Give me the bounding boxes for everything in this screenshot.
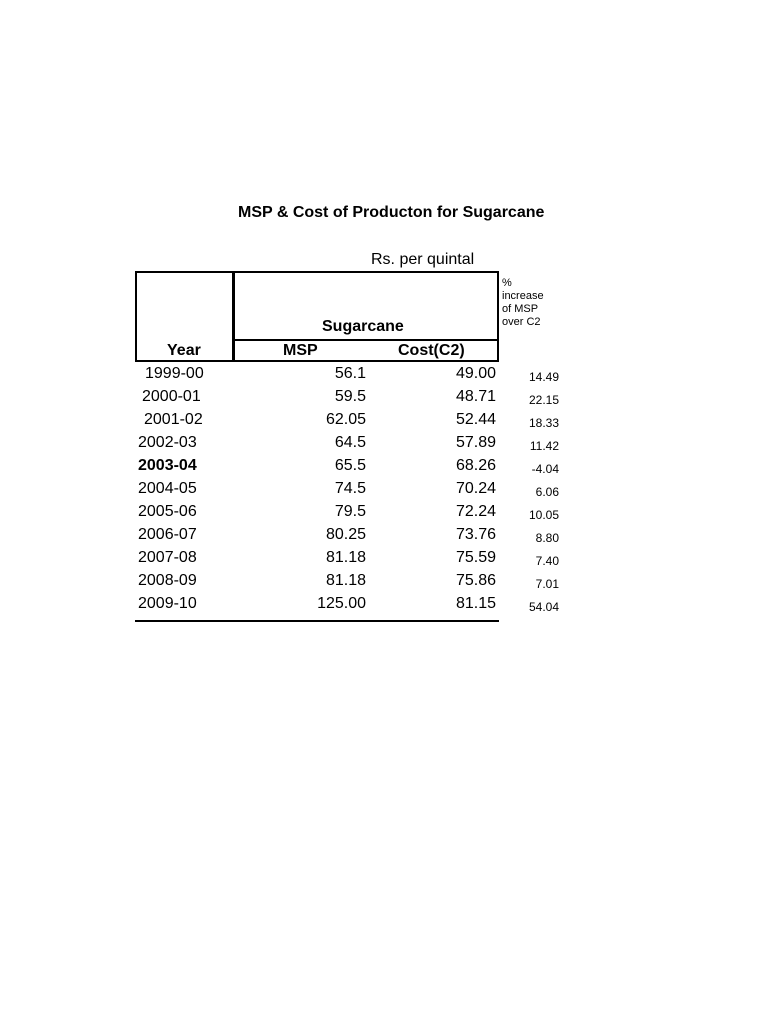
- table-bottom-rule: [135, 620, 499, 622]
- pct-cell: 8.80: [535, 531, 559, 545]
- year-cell: 2001-02: [144, 411, 203, 428]
- pct-cell: 6.06: [535, 485, 559, 499]
- year-cell: 2005-06: [138, 503, 197, 520]
- year-cell: 2006-07: [138, 526, 197, 543]
- cost-cell: 52.44: [455, 411, 496, 428]
- table-row: [0, 455, 768, 478]
- msp-cell: 81.18: [325, 572, 366, 589]
- year-cell: 2004-05: [138, 480, 197, 497]
- pct-header-line: %: [502, 277, 512, 289]
- pct-cell: 7.40: [535, 554, 559, 568]
- year-cell: 2003-04: [138, 457, 197, 474]
- pct-cell: 22.15: [528, 393, 559, 407]
- cost-cell: 70.24: [455, 480, 496, 497]
- sugarcane-header: Sugarcane: [322, 318, 404, 335]
- msp-cell: 79.5: [334, 503, 366, 520]
- pct-cell: 14.49: [528, 370, 559, 384]
- table-row: [0, 386, 768, 409]
- cost-header: Cost(C2): [398, 342, 465, 359]
- table-title: MSP & Cost of Producton for Sugarcane: [238, 204, 545, 221]
- pct-cell: 54.04: [528, 600, 559, 614]
- pct-header-line: of MSP: [502, 303, 539, 315]
- table-row: [0, 547, 768, 570]
- pct-cell: 18.33: [528, 416, 559, 430]
- year-cell: 2008-09: [138, 572, 197, 589]
- cost-cell: 49.00: [455, 365, 496, 382]
- year-cell: 2009-10: [138, 595, 197, 612]
- pct-cell: 11.42: [529, 439, 559, 453]
- msp-cell: 62.05: [325, 411, 366, 428]
- msp-cell: 64.5: [334, 434, 366, 451]
- pct-header-line: increase: [502, 290, 544, 302]
- pct-increase-header: [502, 277, 562, 329]
- cost-cell: 72.24: [455, 503, 496, 520]
- table-row: [0, 478, 768, 501]
- table-body: [0, 363, 768, 616]
- year-cell: 2000-01: [142, 388, 201, 405]
- cost-cell: 57.89: [455, 434, 496, 451]
- msp-cell: 80.25: [325, 526, 366, 543]
- pct-cell: 10.05: [528, 508, 559, 522]
- msp-cell: 125.00: [317, 595, 366, 612]
- table-row: [0, 524, 768, 547]
- year-cell: 2002-03: [138, 434, 197, 451]
- pct-header-line: over C2: [502, 316, 541, 328]
- table-row: [0, 570, 768, 593]
- cost-cell: 48.71: [455, 388, 496, 405]
- cost-cell: 75.86: [455, 572, 496, 589]
- msp-cell: 56.1: [334, 365, 366, 382]
- msp-cell: 81.18: [325, 549, 366, 566]
- year-cell: 2007-08: [138, 549, 197, 566]
- year-cell: 1999-00: [145, 365, 204, 382]
- year-header: Year: [167, 342, 201, 359]
- table-row: [0, 432, 768, 455]
- msp-cell: 65.5: [334, 457, 366, 474]
- table-row: [0, 501, 768, 524]
- msp-header: MSP: [283, 342, 318, 359]
- units-label: Rs. per quintal: [371, 251, 475, 268]
- pct-cell: 7.01: [535, 577, 559, 591]
- msp-cell: 74.5: [334, 480, 366, 497]
- table-row: [0, 409, 768, 432]
- cost-cell: 73.76: [455, 526, 496, 543]
- msp-cell: 59.5: [334, 388, 366, 405]
- cost-cell: 75.59: [455, 549, 496, 566]
- table-row: [0, 363, 768, 386]
- cost-cell: 68.26: [455, 457, 496, 474]
- table-row: [0, 593, 768, 616]
- pct-cell: -4.04: [531, 462, 559, 476]
- cost-cell: 81.15: [455, 595, 496, 612]
